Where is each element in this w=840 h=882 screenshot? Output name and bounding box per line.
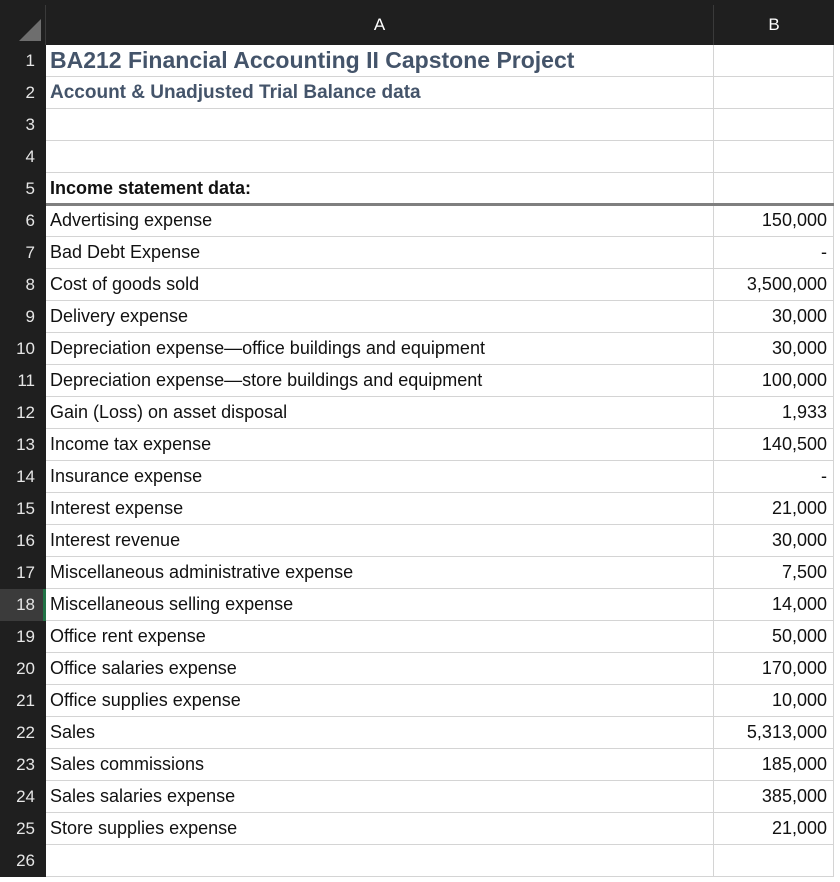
table-row — [0, 493, 840, 525]
row-header[interactable]: 1 — [0, 45, 46, 77]
table-row — [0, 813, 840, 845]
cell-a[interactable]: Miscellaneous administrative expense — [46, 557, 714, 589]
row-header[interactable]: 9 — [0, 301, 46, 333]
row-header[interactable]: 13 — [0, 429, 46, 461]
table-row — [0, 397, 840, 429]
table-row — [0, 621, 840, 653]
cell-a[interactable]: Sales — [46, 717, 714, 749]
cell-b[interactable]: - — [714, 237, 834, 269]
cell-b[interactable]: 21,000 — [714, 813, 834, 845]
table-row — [0, 685, 840, 717]
sheet-right-edge — [834, 0, 840, 882]
table-row — [0, 269, 840, 301]
row-header[interactable]: 15 — [0, 493, 46, 525]
column-header-b[interactable]: B — [714, 5, 834, 45]
row-header[interactable]: 2 — [0, 77, 46, 109]
cell-b[interactable]: 50,000 — [714, 621, 834, 653]
cell-b[interactable]: - — [714, 461, 834, 493]
cell-b[interactable]: 5,313,000 — [714, 717, 834, 749]
row-header[interactable]: 10 — [0, 333, 46, 365]
cell-a[interactable]: Miscellaneous selling expense — [46, 589, 714, 621]
table-row — [0, 205, 840, 237]
table-row — [0, 557, 840, 589]
table-row — [0, 429, 840, 461]
row-header[interactable]: 17 — [0, 557, 46, 589]
cell-a[interactable]: Delivery expense — [46, 301, 714, 333]
cell-b[interactable] — [714, 173, 834, 205]
table-row — [0, 749, 840, 781]
row-header[interactable]: 24 — [0, 781, 46, 813]
cell-a[interactable]: Office salaries expense — [46, 653, 714, 685]
cell-b[interactable]: 10,000 — [714, 685, 834, 717]
select-all-corner[interactable] — [0, 5, 46, 45]
row-header[interactable]: 18 — [0, 589, 46, 621]
column-header-a[interactable]: A — [46, 5, 714, 45]
cell-a[interactable]: Sales commissions — [46, 749, 714, 781]
cell-a[interactable]: Sales salaries expense — [46, 781, 714, 813]
cell-a[interactable] — [46, 845, 714, 877]
cell-a[interactable]: Account & Unadjusted Trial Balance data — [46, 77, 714, 109]
table-row — [0, 237, 840, 269]
row-header[interactable]: 6 — [0, 205, 46, 237]
cell-a[interactable] — [46, 141, 714, 173]
row-header[interactable]: 14 — [0, 461, 46, 493]
table-row — [0, 717, 840, 749]
cell-b[interactable] — [714, 77, 834, 109]
cell-b[interactable]: 21,000 — [714, 493, 834, 525]
cell-b[interactable] — [714, 109, 834, 141]
table-row — [0, 333, 840, 365]
cell-b[interactable]: 150,000 — [714, 205, 834, 237]
table-row — [0, 109, 840, 141]
cell-b[interactable]: 30,000 — [714, 301, 834, 333]
cell-b[interactable] — [714, 845, 834, 877]
cell-a[interactable]: Depreciation expense—store buildings and equipment — [46, 365, 714, 397]
cell-b[interactable] — [714, 45, 834, 77]
table-row — [0, 781, 840, 813]
cell-a[interactable]: Gain (Loss) on asset disposal — [46, 397, 714, 429]
cell-a[interactable]: BA212 Financial Accounting II Capstone Project — [46, 45, 714, 77]
cell-a[interactable]: Office rent expense — [46, 621, 714, 653]
cell-b[interactable]: 140,500 — [714, 429, 834, 461]
cell-a[interactable]: Advertising expense — [46, 205, 714, 237]
cell-a[interactable]: Depreciation expense—office buildings and equipment — [46, 333, 714, 365]
cell-b[interactable]: 30,000 — [714, 525, 834, 557]
row-header[interactable]: 23 — [0, 749, 46, 781]
row-header[interactable]: 8 — [0, 269, 46, 301]
cell-a[interactable]: Cost of goods sold — [46, 269, 714, 301]
row-header[interactable]: 5 — [0, 173, 46, 205]
cell-a[interactable] — [46, 109, 714, 141]
cell-b[interactable]: 14,000 — [714, 589, 834, 621]
cell-b[interactable]: 1,933 — [714, 397, 834, 429]
cell-b[interactable]: 3,500,000 — [714, 269, 834, 301]
cell-b[interactable]: 30,000 — [714, 333, 834, 365]
cell-b[interactable]: 100,000 — [714, 365, 834, 397]
row-header[interactable]: 4 — [0, 141, 46, 173]
cell-b[interactable]: 185,000 — [714, 749, 834, 781]
row-header[interactable]: 26 — [0, 845, 46, 877]
table-row — [0, 141, 840, 173]
cell-a[interactable]: Office supplies expense — [46, 685, 714, 717]
cell-a[interactable]: Bad Debt Expense — [46, 237, 714, 269]
cell-b[interactable] — [714, 141, 834, 173]
row-header[interactable]: 21 — [0, 685, 46, 717]
table-row — [0, 173, 840, 205]
table-row — [0, 525, 840, 557]
select-all-triangle-icon — [19, 19, 41, 41]
table-row — [0, 365, 840, 397]
row-header[interactable]: 19 — [0, 621, 46, 653]
cell-a[interactable]: Interest expense — [46, 493, 714, 525]
row-header[interactable]: 7 — [0, 237, 46, 269]
table-row — [0, 77, 840, 109]
section-divider — [46, 203, 834, 206]
row-header[interactable]: 20 — [0, 653, 46, 685]
cell-a[interactable]: Interest revenue — [46, 525, 714, 557]
table-row — [0, 461, 840, 493]
row-header[interactable]: 3 — [0, 109, 46, 141]
cell-b[interactable]: 385,000 — [714, 781, 834, 813]
cell-a[interactable]: Insurance expense — [46, 461, 714, 493]
row-header[interactable]: 22 — [0, 717, 46, 749]
table-row — [0, 845, 840, 877]
cell-a[interactable]: Store supplies expense — [46, 813, 714, 845]
row-header[interactable]: 16 — [0, 525, 46, 557]
cell-a[interactable]: Income tax expense — [46, 429, 714, 461]
row-header[interactable]: 12 — [0, 397, 46, 429]
table-row — [0, 653, 840, 685]
cell-b[interactable]: 170,000 — [714, 653, 834, 685]
table-row — [0, 589, 840, 621]
row-header[interactable]: 25 — [0, 813, 46, 845]
table-row — [0, 301, 840, 333]
row-header[interactable]: 11 — [0, 365, 46, 397]
cell-a[interactable]: Income statement data: — [46, 173, 714, 205]
table-row — [0, 45, 840, 77]
cell-b[interactable]: 7,500 — [714, 557, 834, 589]
